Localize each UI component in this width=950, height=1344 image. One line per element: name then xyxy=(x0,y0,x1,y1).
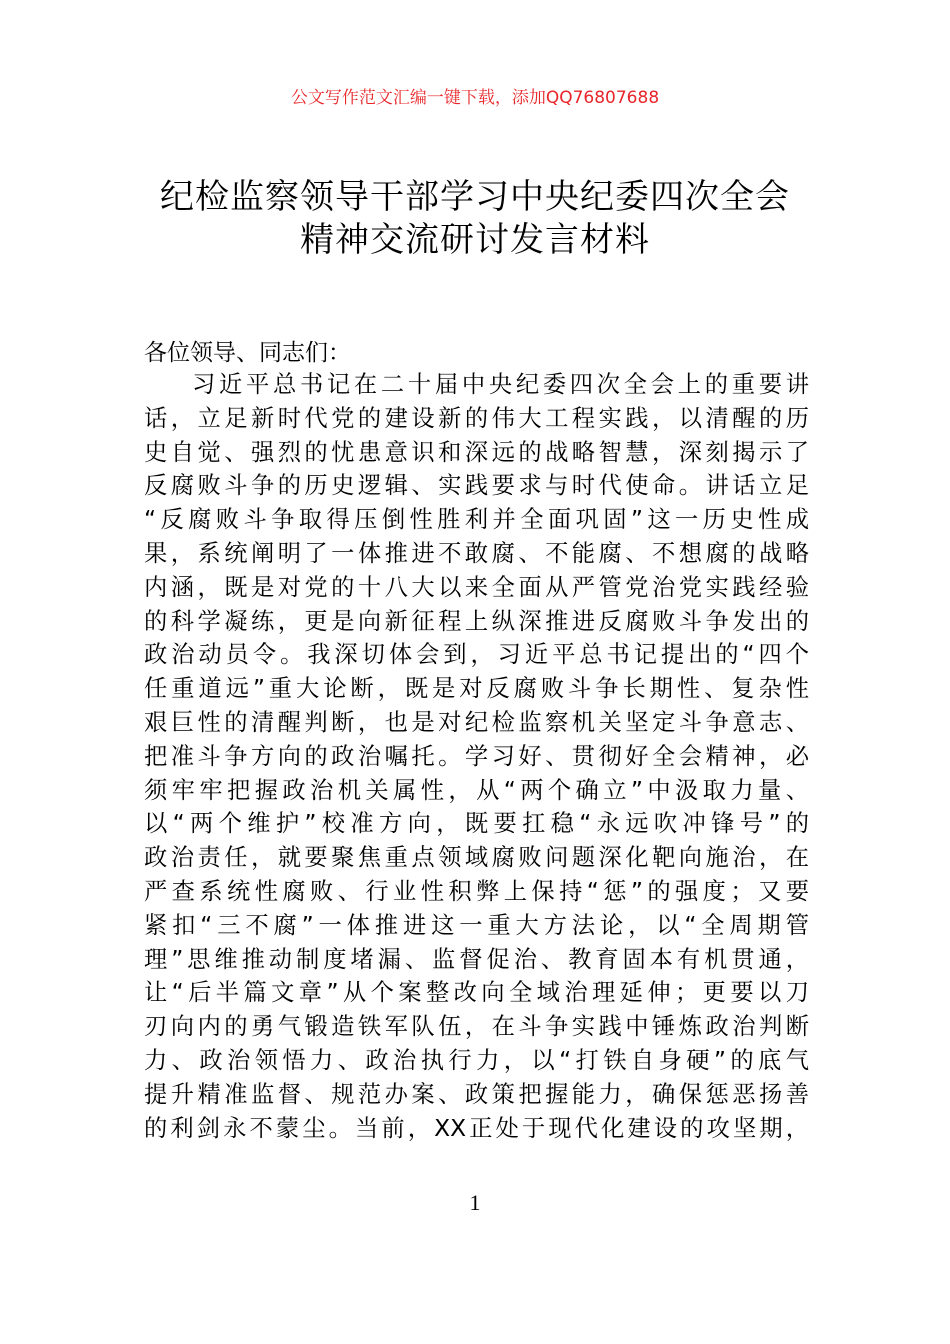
body-line: 话，立足新时代党的建设新的伟大工程实践，以清醒的历 xyxy=(144,404,809,432)
body-line: 任重道远”重大论断，既是对反腐败斗争长期性、复杂性 xyxy=(144,675,809,703)
body-line: 须牢牢把握政治机关属性，从“两个确立”中汲取力量、 xyxy=(144,776,809,804)
body-line: 果，系统阐明了一体推进不敢腐、不能腐、不想腐的战略 xyxy=(144,539,809,567)
body-line: 提升精准监督、规范办案、政策把握能力，确保惩恶扬善 xyxy=(144,1080,809,1108)
document-title-line-2: 精神交流研讨发言材料 xyxy=(300,220,650,260)
body-line: 史自觉、强烈的忧患意识和深远的战略智慧，深刻揭示了 xyxy=(144,438,809,466)
body-line: 的科学凝练，更是向新征程上纵深推进反腐败斗争发出的 xyxy=(144,607,809,635)
body-line: 政治动员令。我深切体会到，习近平总书记提出的“四个 xyxy=(144,641,809,669)
body-line: 刃向内的勇气锻造铁军队伍，在斗争实践中锤炼政治判断 xyxy=(144,1013,809,1041)
body-line: 严查系统性腐败、行业性积弊上保持“惩”的强度；又要 xyxy=(144,877,809,905)
body-line: 紧扣“三不腐”一体推进这一重大方法论，以“全周期管 xyxy=(144,911,809,939)
salutation: 各位领导、同志们： xyxy=(144,340,351,366)
body-line: 把准斗争方向的政治嘱托。学习好、贯彻好全会精神，必 xyxy=(144,742,809,770)
body-line: 以“两个维护”校准方向，既要扛稳“永远吹冲锋号”的 xyxy=(144,810,809,838)
body-line: 反腐败斗争的历史逻辑、实践要求与时代使命。讲话立足 xyxy=(144,472,809,500)
body-line: 的利剑永不蒙尘。当前，XX正处于现代化建设的攻坚期， xyxy=(144,1114,809,1142)
body-line: 理”思维推动制度堵漏、监督促治、教育固本有机贯通， xyxy=(144,945,809,973)
body-line: “反腐败斗争取得压倒性胜利并全面巩固”这一历史性成 xyxy=(144,506,809,534)
body-paragraph xyxy=(144,368,809,1145)
body-line: 习近平总书记在二十届中央纪委四次全会上的重要讲 xyxy=(192,371,809,398)
body-line: 艰巨性的清醒判断，也是对纪检监察机关坚定斗争意志、 xyxy=(144,708,809,736)
body-line: 让“后半篇文章”从个案整改向全域治理延伸；更要以刀 xyxy=(144,979,809,1007)
document-title-line-1: 纪检监察领导干部学习中央纪委四次全会 xyxy=(160,177,790,217)
body-line: 内涵，既是对党的十八大以来全面从严管党治党实践经验 xyxy=(144,573,809,601)
body-line: 政治责任，就要聚焦重点领域腐败问题深化靶向施治，在 xyxy=(144,844,809,872)
download-promo-banner: 公文写作范文汇编一键下载，添加QQ76807688 xyxy=(290,88,660,108)
page-number: 1 xyxy=(469,1190,481,1215)
body-line: 力、政治领悟力、政治执行力，以“打铁自身硬”的底气 xyxy=(144,1046,809,1074)
